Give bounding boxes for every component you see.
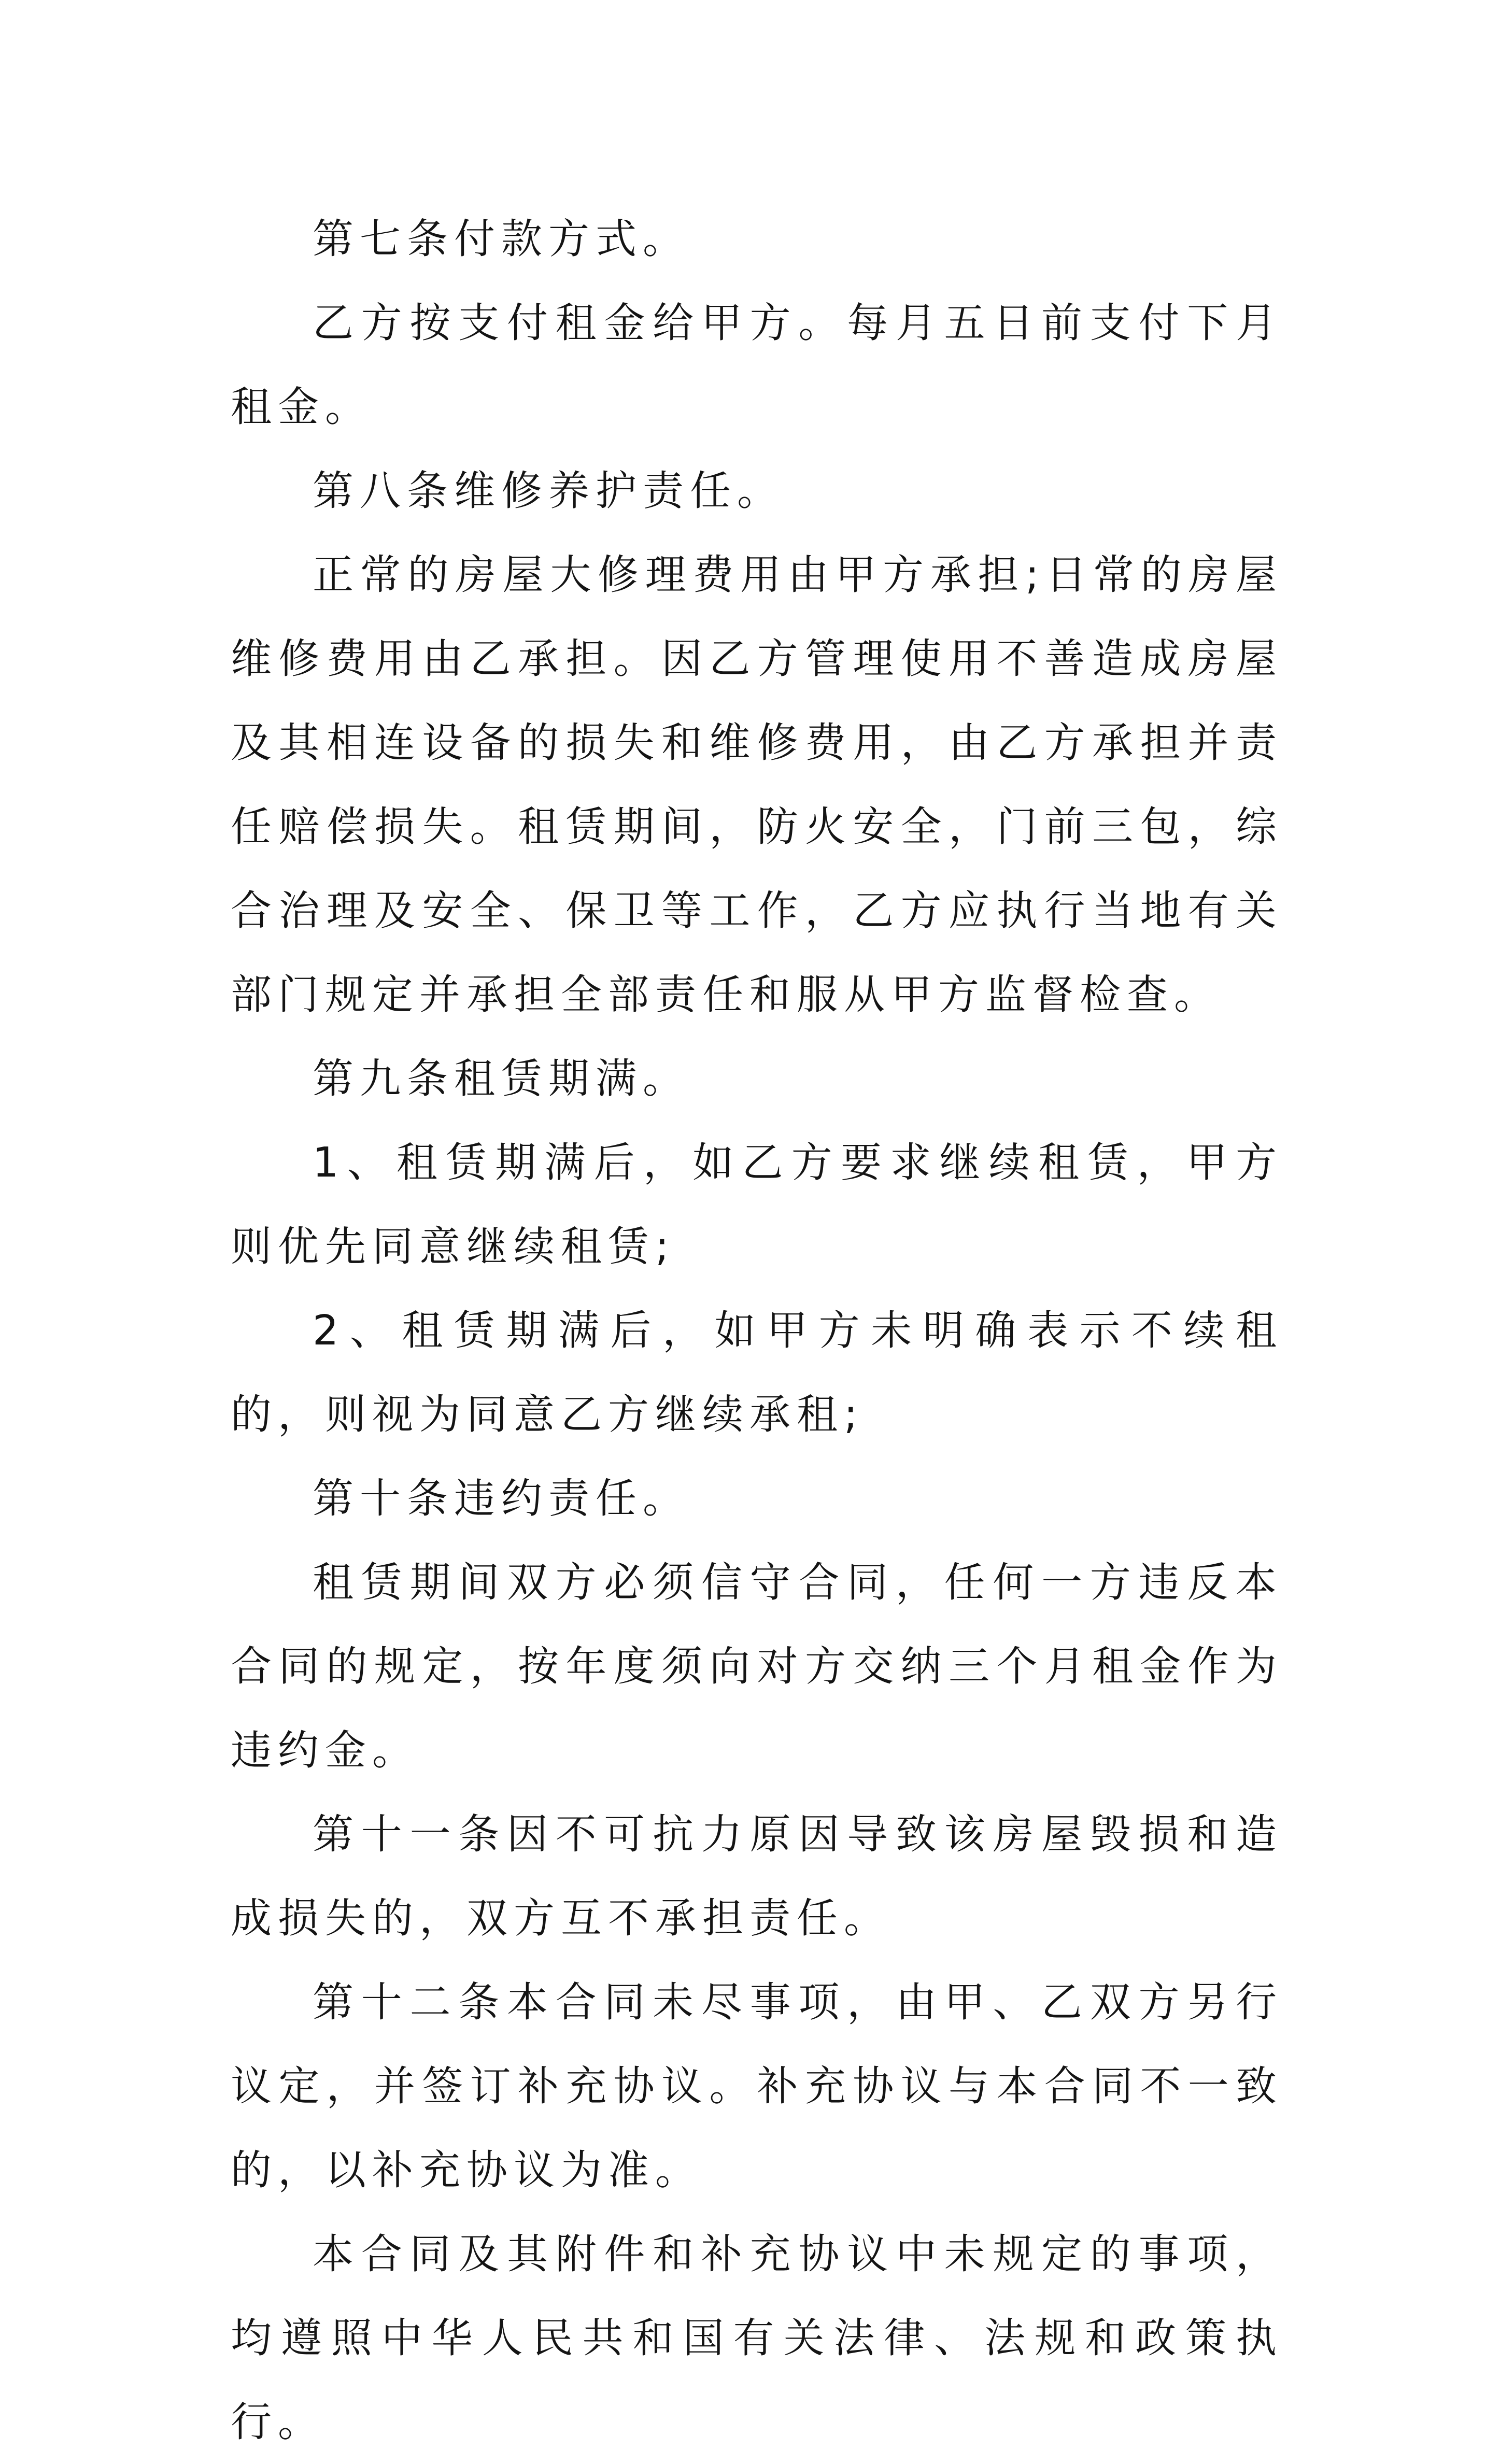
clause-9-item-1: 1、租赁期满后，如乙方要求继续租赁，甲方则优先同意继续租赁; xyxy=(231,1139,1283,1270)
clause-11-text: 第十一条因不可抗力原因导致该房屋毁损和造成损失的，双方互不承担责任。 xyxy=(231,1810,1283,1942)
clause-7-text: 乙方按支付租金给甲方。每月五日前支付下月租金。 xyxy=(231,299,1283,431)
clause-9-heading: 第九条租赁期满。 xyxy=(313,1055,690,1102)
clause-10-text: 租赁期间双方必须信守合同，任何一方违反本合同的规定，按年度须向对方交纳三个月租金作为违约金。 xyxy=(231,1559,1283,1774)
clause-10-heading: 第十条违约责任。 xyxy=(313,1475,690,1522)
clause-9-item-2: 2、租赁期满后，如甲方未明确表示不续租的，则视为同意乙方继续承租; xyxy=(231,1307,1283,1438)
closing-text: 本合同及其附件和补充协议中未规定的事项，均遵照中华人民共和国有关法律、法规和政策执行。 xyxy=(231,2230,1283,2446)
clause-8-heading: 第八条维修养护责任。 xyxy=(313,467,784,515)
clause-7-heading: 第七条付款方式。 xyxy=(313,215,690,263)
clause-8-text: 正常的房屋大修理费用由甲方承担;日常的房屋维修费用由乙承担。因乙方管理使用不善造成房屋及其相连设备的损失和维修费用，由乙方承担并责任赔偿损失。租赁期间，防火安全，门前三包，综合治理及安全、保卫等工作，乙方应执行当地有关部门规定并承担全部责任和服从甲方监督检查。 xyxy=(231,551,1283,1018)
document-body xyxy=(231,197,1283,2464)
clause-12-text: 第十二条本合同未尽事项，由甲、乙双方另行议定，并签订补充协议。补充协议与本合同不一致的，以补充协议为准。 xyxy=(231,1978,1283,2194)
